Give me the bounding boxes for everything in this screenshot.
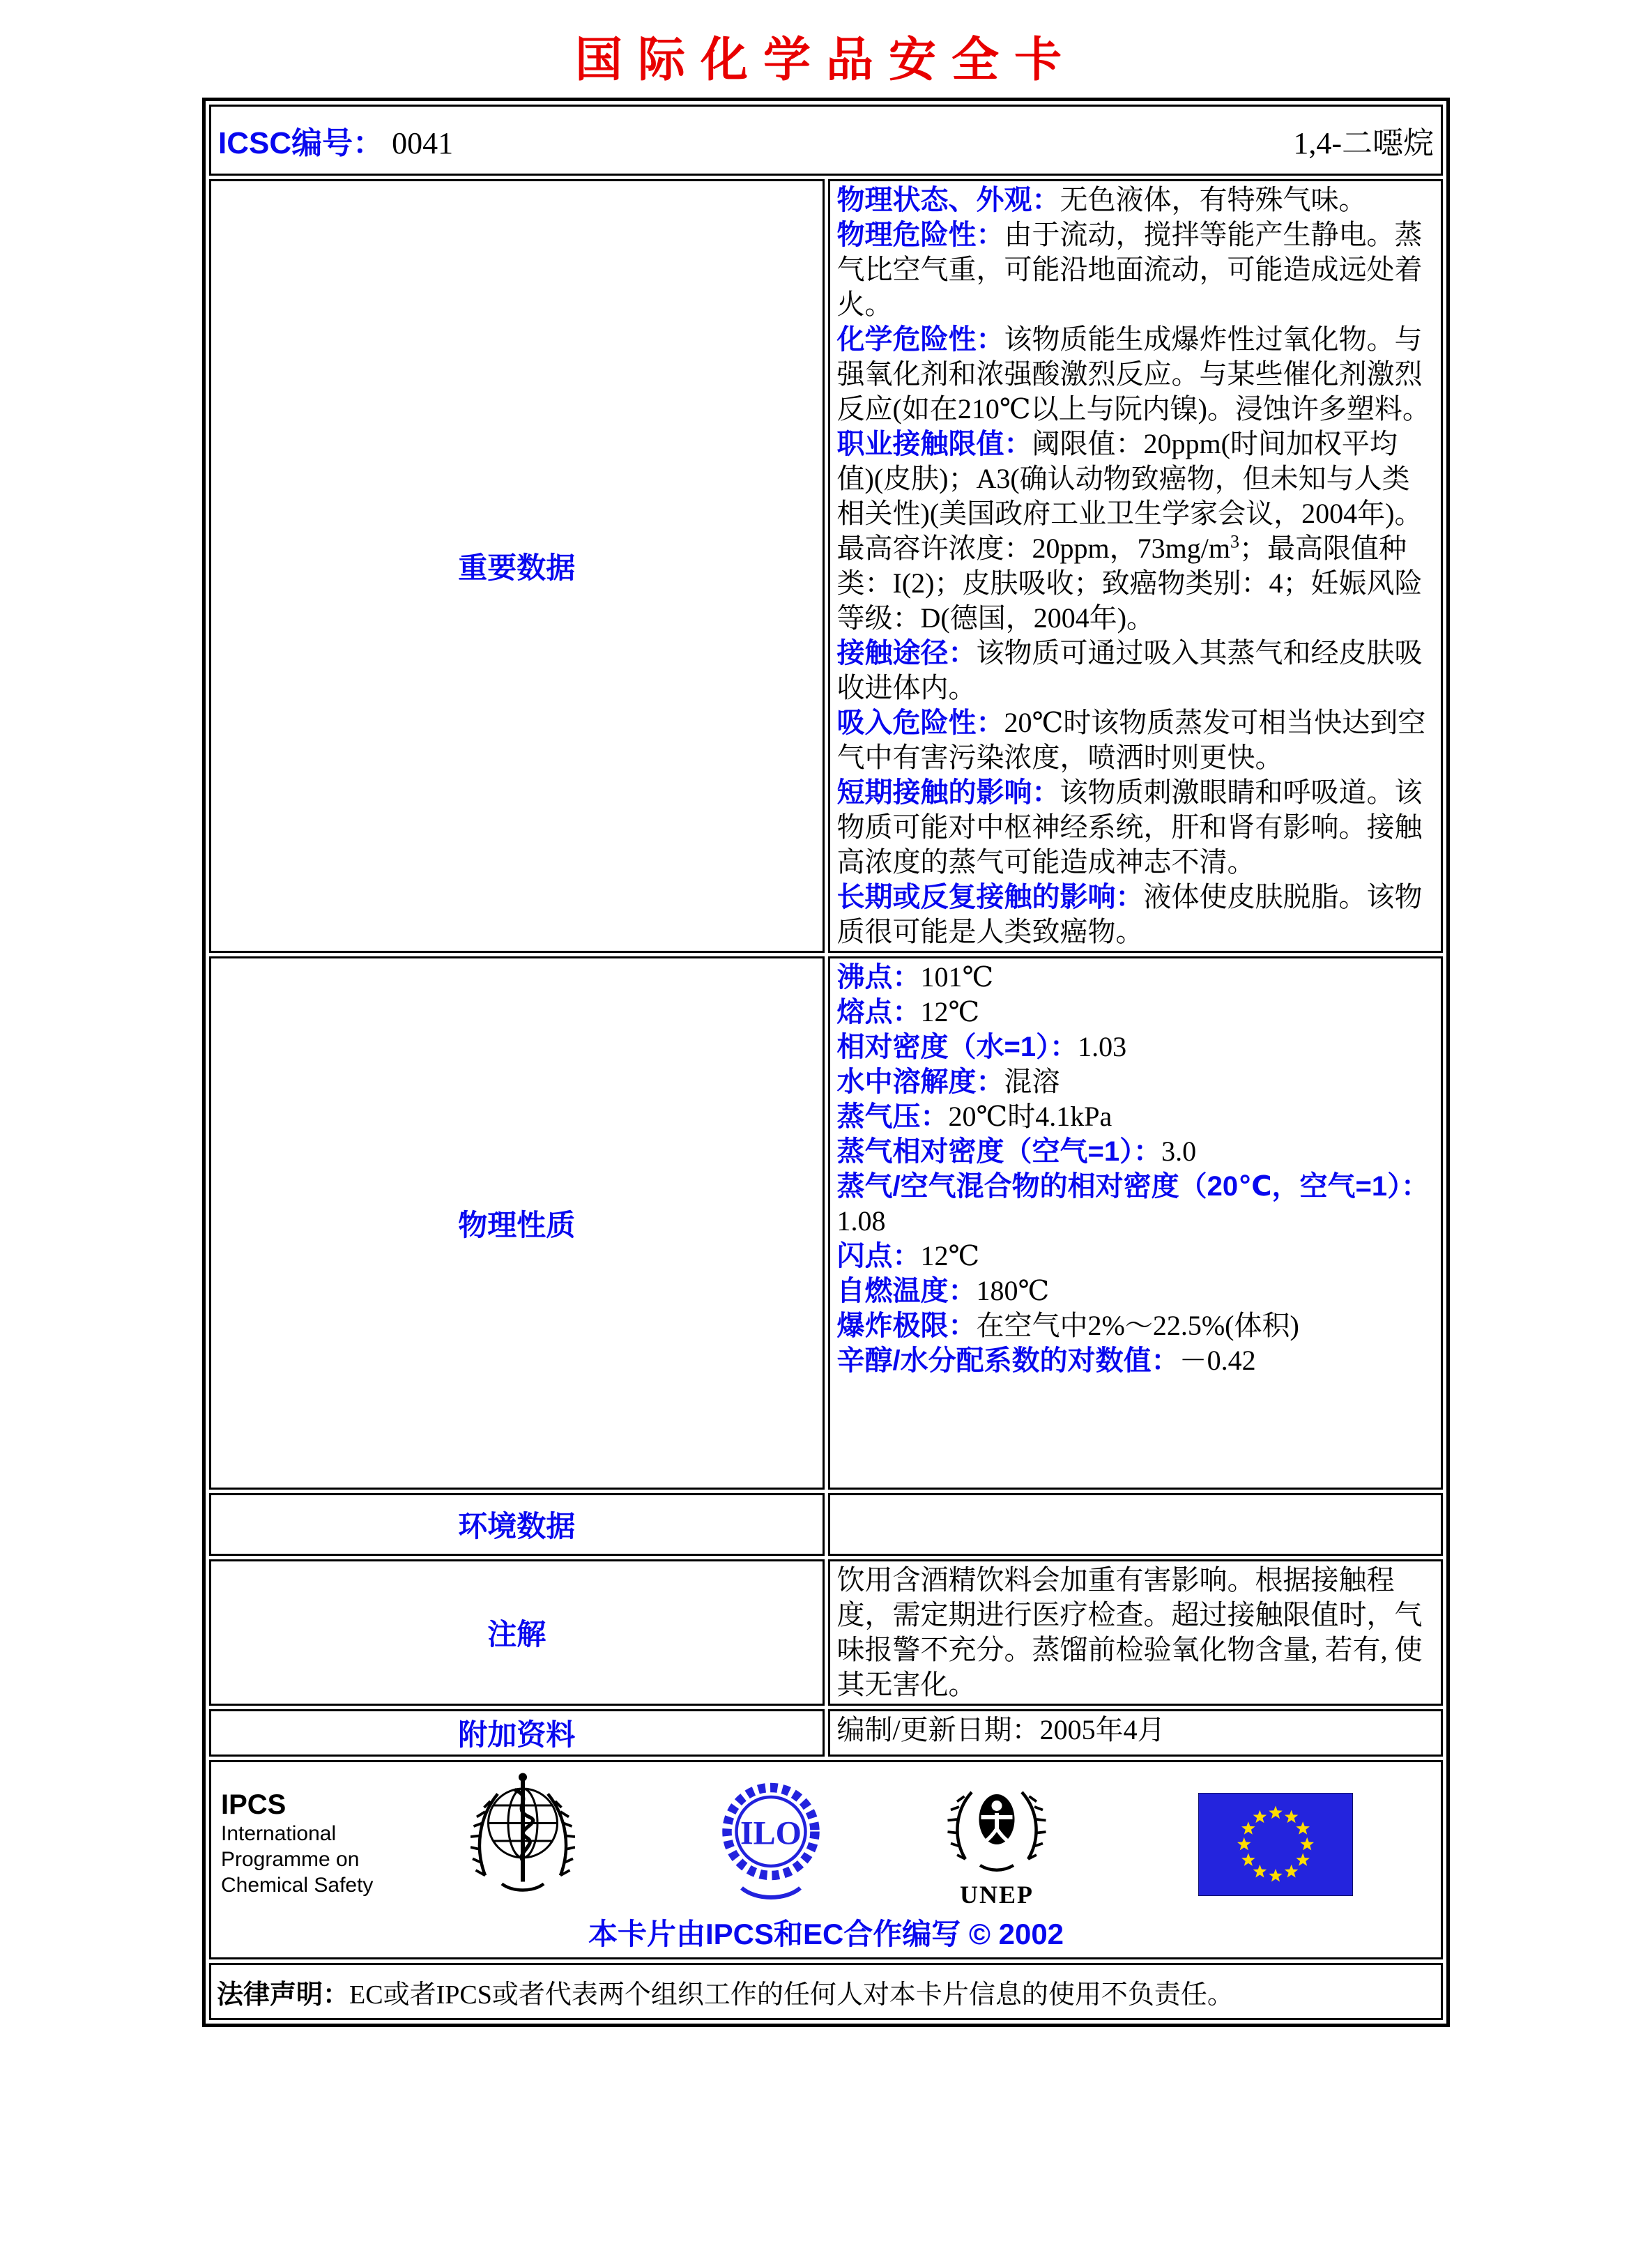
field-text: 由于流动，搅拌等能产生静电。蒸气比空气重，可能沿地面流动，可能造成远处着火。 (836, 219, 1423, 320)
caption-text: 本卡片由IPCS和EC合作编写 (588, 1918, 961, 1950)
field-label: 长期或反复接触的影响： (836, 882, 1144, 912)
prop-value: 101℃ (920, 961, 994, 993)
prop-value: －0.42 (1179, 1345, 1256, 1376)
field-inhalation-risk (837, 705, 1435, 775)
section-content-notes: 饮用含酒精饮料会加重有害影响。根据接触程度，需定期进行医疗检查。超过接触限值时，气味报警不充分。蒸馏前检验氧化物含量, 若有, 使其无害化。 (828, 1559, 1444, 1706)
prop-label: 爆炸极限： (836, 1310, 977, 1341)
logos-caption (211, 1911, 1441, 1953)
field-occupational-limits (837, 427, 1435, 636)
field-long-term-effects (837, 880, 1435, 949)
who-logo-icon (471, 1771, 575, 1911)
icsc-card-table (202, 98, 1450, 2027)
field-label: 吸入危险性： (836, 708, 1004, 738)
ilo-text: ILO (740, 1814, 802, 1852)
field-physical-danger (837, 217, 1435, 322)
section-content-important-data (828, 179, 1444, 953)
field-text: 该物质刺激眼睛和呼吸道。该物质可能对中枢神经系统，肝和肾有影响。接触高浓度的蒸气可能造成神志不清。 (836, 777, 1423, 878)
prop-value: 12℃ (920, 1240, 980, 1271)
section-label-additional-info: 附加资料 (209, 1709, 825, 1757)
prop-octanol-water-partition (837, 1343, 1435, 1378)
prop-water-solubility (837, 1064, 1435, 1099)
header-row (209, 105, 1443, 176)
field-label: 接触途径： (836, 638, 977, 668)
unep-text: UNEP (960, 1881, 1034, 1909)
unep-logo-icon (944, 1773, 1049, 1908)
field-label: 物理危险性： (836, 220, 1004, 250)
section-label-notes: 注解 (209, 1559, 825, 1706)
prop-label: 水中溶解度： (836, 1067, 1004, 1097)
section-content-additional-info: 编制/更新日期：2005年4月 (828, 1709, 1444, 1757)
section-label-physical-properties: 物理性质 (209, 956, 825, 1490)
icsc-number-group (218, 118, 453, 162)
prop-label: 沸点： (836, 962, 921, 993)
legal-cell (209, 1963, 1443, 2020)
eu-flag-icon (1198, 1793, 1353, 1899)
field-short-term-effects (837, 775, 1435, 880)
prop-explosive-limits (837, 1308, 1435, 1343)
ipcs-title: IPCS (221, 1789, 286, 1820)
ipcs-subtitle-line2: Programme on (221, 1848, 360, 1871)
prop-value: 1.03 (1078, 1031, 1127, 1062)
section-label-important-data: 重要数据 (209, 179, 825, 953)
prop-label: 蒸气/空气混合物的相对密度（20℃，空气=1）： (836, 1171, 1430, 1202)
field-text: 阈限值：20ppm(时间加权平均值)(皮肤)；A3(确认动物致癌物，但未知与人类相关性)(美国政府工业卫生学家会议，2004年)。最高容许浓度：20ppm，73mg/m (836, 428, 1423, 564)
field-label: 物理状态、外观： (836, 185, 1060, 215)
prop-label: 蒸气相对密度（空气=1）： (836, 1136, 1162, 1167)
legal-label: 法律声明： (217, 1980, 350, 2010)
important-data-row (209, 179, 1443, 953)
prop-value: 1.08 (836, 1205, 886, 1237)
legal-text: EC或者IPCS或者代表两个组织工作的任何人对本卡片信息的使用不负责任。 (349, 1980, 1234, 2010)
prop-boiling-point (837, 960, 1435, 995)
additional-info-row (209, 1709, 1443, 1757)
prop-value: 在空气中2%～22.5%(体积) (976, 1310, 1299, 1341)
field-text: 该物质能生成爆炸性过氧化物。与强氧化剂和浓强酸激烈反应。与某些催化剂激烈反应(如在210℃以上与阮内镍)。浸蚀许多塑料。 (836, 323, 1430, 425)
prop-autoignition-temperature (837, 1274, 1435, 1308)
ipcs-block (221, 1789, 373, 1898)
prop-flash-point (837, 1239, 1435, 1274)
prop-label: 辛醇/水分配系数的对数值： (836, 1345, 1179, 1376)
section-label-environment-data: 环境数据 (209, 1493, 825, 1556)
environment-data-row (209, 1493, 1443, 1556)
physical-properties-row (209, 956, 1443, 1490)
prop-vapor-density (837, 1134, 1435, 1169)
field-exposure-routes (837, 636, 1435, 705)
field-text: 无色液体，有特殊气味。 (1060, 184, 1367, 215)
prop-vapor-air-mixture-density (837, 1169, 1435, 1239)
prop-melting-point (837, 995, 1435, 1030)
prop-label: 熔点： (836, 997, 921, 1027)
icsc-number-value: 0041 (392, 126, 454, 160)
prop-value: 12℃ (920, 996, 980, 1027)
caption-copyright: © 2002 (968, 1918, 1064, 1950)
prop-value: 3.0 (1161, 1136, 1197, 1167)
chemical-name: 1,4-二噁烷 (1293, 126, 1434, 160)
field-text: ；最高限值种类：I(2)；皮肤吸收；致癌物类别：4；妊娠风险等级：D(德国，2004年)。 (836, 533, 1423, 634)
field-text: 20℃时该物质蒸发可相当快达到空气中有害污染浓度，喷洒时则更快。 (836, 707, 1426, 773)
prop-label: 闪点： (836, 1241, 921, 1271)
field-text: 液体使皮肤脱脂。该物质很可能是人类致癌物。 (836, 881, 1423, 947)
notes-row (209, 1559, 1443, 1706)
field-physical-state (837, 183, 1435, 217)
ilo-logo-icon (719, 1771, 823, 1911)
field-chemical-danger (837, 322, 1435, 427)
prop-value: 混溶 (1004, 1066, 1060, 1097)
ipcs-subtitle-line3: Chemical Safety (221, 1874, 374, 1897)
logos-row (209, 1760, 1443, 1959)
logos-cell (209, 1760, 1443, 1959)
prop-label: 相对密度（水=1）： (836, 1032, 1078, 1062)
prop-label: 自燃温度： (836, 1276, 977, 1306)
header-cell (209, 105, 1443, 176)
prop-relative-density (837, 1030, 1435, 1064)
superscript: 3 (1230, 531, 1239, 552)
section-content-environment-data (828, 1493, 1444, 1556)
section-content-physical-properties (828, 956, 1444, 1490)
legal-row (209, 1963, 1443, 2020)
page-title: 国际化学品安全卡 (574, 32, 1077, 88)
prop-value: 20℃时4.1kPa (948, 1101, 1112, 1132)
prop-value: 180℃ (976, 1275, 1050, 1306)
field-label: 职业接触限值： (836, 429, 1032, 459)
prop-vapor-pressure (837, 1099, 1435, 1134)
icsc-number-label: ICSC编号： (218, 126, 384, 160)
ipcs-subtitle-line1: International (221, 1822, 337, 1845)
prop-label: 蒸气压： (836, 1101, 949, 1132)
field-label: 短期接触的影响： (836, 777, 1060, 808)
field-text: 该物质可通过吸入其蒸气和经皮肤吸收进体内。 (836, 637, 1423, 703)
field-label: 化学危险性： (836, 324, 1004, 355)
